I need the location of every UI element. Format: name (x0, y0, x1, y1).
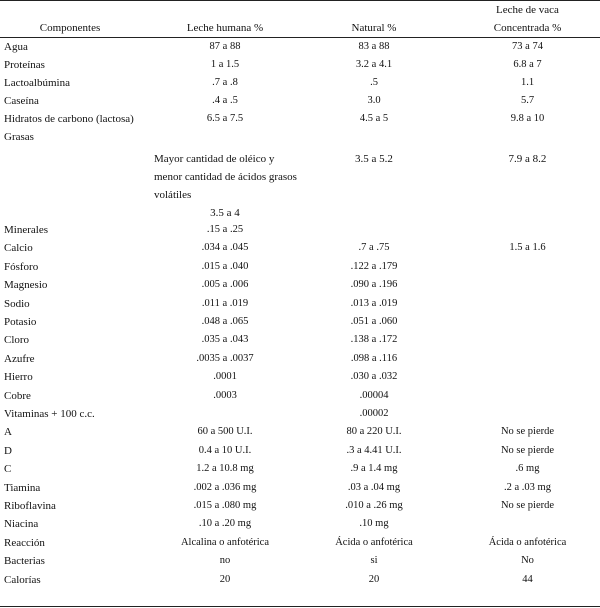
cell-leche-humana: 1.2 a 10.8 mg (196, 463, 254, 474)
cell-leche-humana: .034 a .045 (201, 242, 249, 253)
cell-concentrada: No se pierde (500, 500, 555, 511)
header-leche-humana: Leche humana % (186, 22, 264, 34)
row-label: C (4, 463, 12, 475)
cell-leche-humana: .015 a .040 (201, 261, 249, 272)
cell-natural: 80 a 220 U.I. (346, 426, 402, 437)
cell-leche-humana: 20 (219, 574, 231, 585)
cell-leche-humana: .0035 a .0037 (196, 353, 254, 364)
cell-concentrada: 73 a 74 (512, 41, 543, 52)
row-label: Magnesio (4, 279, 48, 291)
cell-concentrada (455, 407, 600, 421)
cell-leche-humana: no (219, 555, 231, 566)
cell-concentrada: 6.8 a 7 (513, 59, 542, 70)
row-label: Riboflavina (4, 500, 56, 512)
cell-concentrada: 44 (522, 574, 533, 585)
cell-natural: .10 mg (359, 518, 389, 529)
cell-concentrada (455, 278, 600, 292)
cell-natural (310, 223, 438, 237)
header-concentrada: Concentrada % (493, 22, 562, 34)
cell-leche-humana: .4 a .5 (212, 95, 238, 106)
cell-natural: .030 a .032 (350, 371, 398, 382)
cell-leche-humana: .10 a .20 mg (198, 518, 252, 529)
cell-natural: 3.0 (367, 95, 381, 106)
cell-leche-humana: .15 a .25 (206, 224, 244, 235)
cell-concentrada (455, 130, 600, 144)
cell-leche-humana (140, 407, 310, 421)
cell-natural: .3 a 4.41 U.I. (346, 445, 402, 456)
cell-leche-humana: .005 a .006 (201, 279, 249, 290)
row-label: Hidratos de carbono (lactosa) (4, 113, 134, 125)
cell-natural (310, 130, 438, 144)
row-label: Hierro (4, 371, 33, 383)
cell-concentrada (455, 389, 600, 403)
row-label: Caseína (4, 95, 39, 107)
row-label: Cloro (4, 334, 30, 346)
cell-concentrada: 1.1 (520, 77, 535, 88)
cell-natural: si (370, 555, 378, 566)
header-natural: Natural % (351, 22, 397, 34)
cell-natural: .00002 (359, 408, 389, 419)
row-label: Reacción (4, 537, 45, 549)
cell-concentrada (455, 517, 600, 531)
row-label: Vitaminas + 100 c.c. (4, 408, 95, 420)
cell-concentrada (455, 260, 600, 274)
cell-natural: .122 a .179 (350, 261, 398, 272)
bottom-rule (0, 606, 600, 607)
row-label: Agua (4, 41, 28, 53)
cell-concentrada: .2 a .03 mg (504, 482, 551, 493)
header-rule (0, 37, 600, 38)
row-label: Cobre (4, 390, 31, 402)
row-label: Grasas (4, 131, 34, 143)
cell-leche-humana: .7 a .8 (212, 77, 238, 88)
cell-concentrada: Ácida o anfotérica (488, 537, 567, 548)
row-label: Azufre (4, 353, 35, 365)
grasas-note: Mayor cantidad de oléico y menor cantidad de ácidos grasos volátiles (154, 153, 297, 201)
row-label: Niacina (4, 518, 39, 530)
cell-concentrada: No se pierde (500, 426, 555, 437)
cell-concentrada (455, 297, 600, 311)
cell-natural: Ácida o anfotérica (335, 537, 413, 548)
row-label: A (4, 426, 12, 438)
cell-concentrada: .6 mg (515, 463, 540, 474)
cell-leche-humana: .048 a .065 (201, 316, 249, 327)
top-rule (0, 0, 600, 1)
cell-leche-humana: .0003 (213, 390, 237, 401)
header-group-label: Leche de vaca (496, 4, 559, 16)
grasas-humana-total: 3.5 a 4 (210, 207, 240, 219)
cell-concentrada (455, 333, 600, 347)
cell-natural: .098 a .116 (350, 353, 398, 364)
cell-concentrada: 1.5 a 1.6 (509, 242, 546, 253)
cell-natural: .051 a .060 (350, 316, 398, 327)
row-label: Bacterias (4, 555, 45, 567)
row-label: D (4, 445, 12, 457)
grasas-concentrada: 7.9 a 8.2 (508, 153, 547, 165)
row-label: Minerales (4, 224, 48, 236)
cell-concentrada: 9.8 a 10 (510, 113, 545, 124)
cell-leche-humana: 6.5 a 7.5 (206, 113, 244, 124)
row-label: Calcio (4, 242, 33, 254)
row-label: Potasio (4, 316, 37, 328)
cell-concentrada (455, 370, 600, 384)
cell-natural: .03 a .04 mg (347, 482, 401, 493)
cell-concentrada (455, 315, 600, 329)
cell-leche-humana: .035 a .043 (201, 334, 249, 345)
cell-leche-humana: 0.4 a 10 U.I. (198, 445, 252, 456)
row-label: Proteínas (4, 59, 45, 71)
cell-leche-humana: 87 a 88 (209, 41, 241, 52)
cell-concentrada: 5.7 (520, 95, 535, 106)
cell-leche-humana: Alcalina o anfotérica (180, 537, 270, 548)
header-componentes: Componentes (39, 22, 101, 34)
cell-leche-humana: .011 a .019 (201, 298, 249, 309)
cell-leche-humana: 60 a 500 U.I. (197, 426, 253, 437)
cell-natural: .013 a .019 (350, 298, 398, 309)
cell-concentrada: No se pierde (500, 445, 555, 456)
cell-leche-humana: .015 a .080 mg (193, 500, 257, 511)
cell-concentrada (455, 352, 600, 366)
grasas-natural: 3.5 a 5.2 (355, 153, 393, 165)
cell-natural: 4.5 a 5 (359, 113, 389, 124)
cell-natural: .5 (370, 77, 378, 88)
row-label: Calorías (4, 574, 41, 586)
cell-concentrada: No (521, 555, 534, 566)
cell-natural: .010 a .26 mg (345, 500, 403, 511)
cell-natural: 20 (368, 574, 380, 585)
cell-concentrada (455, 223, 600, 237)
row-label: Lactoalbúmina (4, 77, 70, 89)
cell-natural: .138 a .172 (350, 334, 398, 345)
row-label: Tiamina (4, 482, 41, 494)
cell-natural: 83 a 88 (358, 41, 390, 52)
row-label: Fósforo (4, 261, 39, 273)
cell-leche-humana (140, 130, 310, 144)
cell-leche-humana: .0001 (213, 371, 237, 382)
cell-leche-humana: 1 a 1.5 (210, 59, 240, 70)
cell-natural: .7 a .75 (358, 242, 390, 253)
cell-natural: .00004 (359, 390, 389, 401)
cell-natural: 3.2 a 4.1 (355, 59, 393, 70)
cell-leche-humana: .002 a .036 mg (193, 482, 257, 493)
cell-natural: .090 a .196 (350, 279, 398, 290)
row-label: Sodio (4, 298, 30, 310)
cell-natural: .9 a 1.4 mg (350, 463, 398, 474)
